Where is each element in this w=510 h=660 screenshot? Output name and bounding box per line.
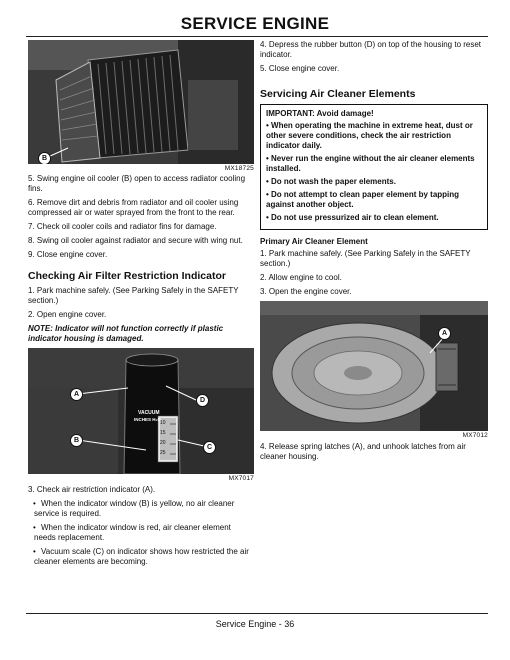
callout-b: B <box>70 434 83 447</box>
step-1: 1. Park machine safely. (See Parking Safely in the SAFETY section.) <box>260 249 471 268</box>
list-item: • Vacuum scale (C) on indicator shows how restricted the air cleaner elements are becoming. <box>33 547 249 566</box>
figure-caption: MX18725 <box>224 165 254 172</box>
callout-b: B <box>38 152 51 164</box>
callout-d: D <box>196 394 209 407</box>
important-list <box>266 121 482 223</box>
radiator-photo-illustration <box>28 40 254 164</box>
figure-caption: MX7012 <box>462 432 488 439</box>
section-heading: Checking Air Filter Restriction Indicator <box>28 270 226 282</box>
right-column <box>260 40 488 466</box>
step-7: 7. Check oil cooler coils and radiator fins for damage. <box>28 222 217 231</box>
step-1: 1. Park machine safely. (See Parking Safely in the SAFETY section.) <box>28 286 239 305</box>
callout-c: C <box>203 441 216 454</box>
step-2: 2. Open engine cover. <box>28 310 107 319</box>
callout-a: A <box>70 388 83 401</box>
list-item: • When the indicator window (B) is yellow, no air cleaner service is required. <box>33 499 235 518</box>
scale-mark-10: 10 <box>160 420 166 426</box>
scale-mark-20: 20 <box>160 440 166 446</box>
radiator-oil-cooler-photo <box>28 40 254 164</box>
note-text: NOTE: Indicator will not function correctly if plastic indicator housing is damaged. <box>28 324 224 343</box>
step-4: 4. Release spring latches (A), and unhook latches from air cleaner housing. <box>260 442 466 461</box>
list-item: • When operating the machine in extreme heat, dust or other severe conditions, check the air restriction indicator daily. <box>266 121 473 150</box>
bullet-icon: • <box>33 523 36 532</box>
page-footer: Service Engine - 36 <box>215 619 295 629</box>
list-item: • When the indicator window is red, air cleaner element needs replacement. <box>33 523 231 542</box>
vacuum-label: VACUUM <box>138 410 160 416</box>
air-cleaner-illustration <box>260 301 488 431</box>
scale-mark-25: 25 <box>160 450 166 456</box>
step-5: 5. Swing engine oil cooler (B) open to access radiator cooling fins. <box>28 174 246 193</box>
list-item: • Do not wash the paper elements. <box>266 177 396 186</box>
footer-divider <box>26 613 488 614</box>
important-notice-box <box>260 104 488 230</box>
list-item: • Do not use pressurized air to clean element. <box>266 213 439 222</box>
bullet-icon: • <box>33 499 36 508</box>
inches-label: INCHES H₂O <box>134 417 162 422</box>
bullet-icon: • <box>33 547 36 556</box>
step-2: 2. Allow engine to cool. <box>260 273 342 282</box>
left-column <box>28 40 254 571</box>
list-item: • Do not attempt to clean paper element by tapping against another object. <box>266 190 460 209</box>
step-8: 8. Swing oil cooler against radiator and secure with wing nut. <box>28 236 243 245</box>
indicator-bullets <box>28 499 254 567</box>
header-divider <box>26 36 488 37</box>
important-title: IMPORTANT: Avoid damage! <box>266 109 374 118</box>
step-6: 6. Remove dirt and debris from radiator and oil cooler using compressed air or water sprayed from the front to the rear. <box>28 198 239 217</box>
step-4: 4. Depress the rubber button (D) on top of the housing to reset indicator. <box>260 40 482 59</box>
procedure-steps <box>28 174 254 260</box>
figure-caption: MX7017 <box>228 475 254 482</box>
step-9: 9. Close engine cover. <box>28 250 108 259</box>
step-5: 5. Close engine cover. <box>260 64 340 73</box>
list-item: • Never run the engine without the air cleaner elements installed. <box>266 154 475 173</box>
subheading: Primary Air Cleaner Element <box>260 237 368 246</box>
callout-a: A <box>438 327 451 340</box>
step-3: 3. Open the engine cover. <box>260 287 352 296</box>
page-header-title: SERVICE ENGINE <box>180 14 330 33</box>
air-cleaner-photo <box>260 301 488 431</box>
step-3: 3. Check air restriction indicator (A). <box>28 485 156 494</box>
restriction-indicator-photo <box>28 348 254 474</box>
section-heading: Servicing Air Cleaner Elements <box>260 88 416 100</box>
scale-mark-15: 15 <box>160 430 166 436</box>
